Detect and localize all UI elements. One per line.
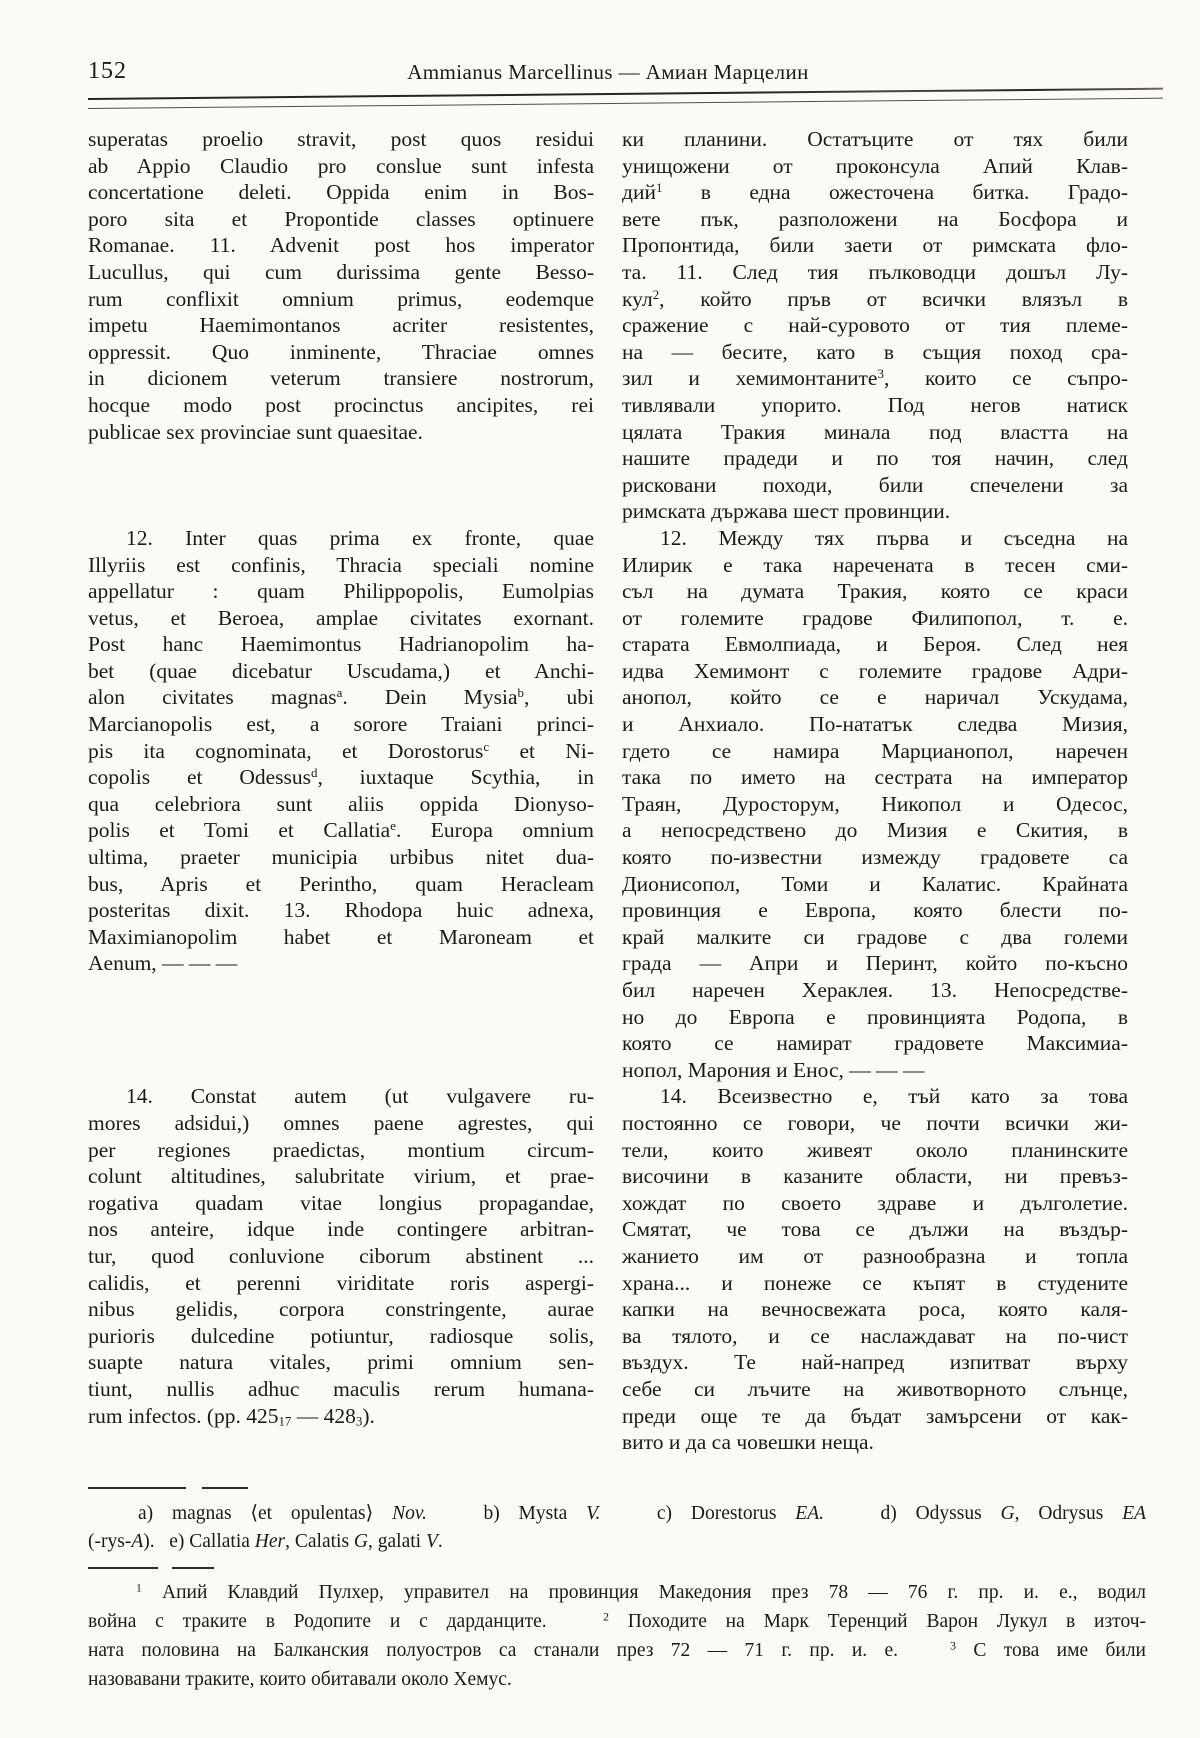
text-line: зил и хемимонтаните$^3$, които се съпро-: [622, 366, 1128, 391]
latin-paragraph-14: [88, 1083, 594, 1429]
text-line: rogativa quadam vitae longius propagandae,: [88, 1190, 594, 1215]
text-line: nibus gelidis, corpora constringente, aurae: [88, 1297, 594, 1322]
text-line: рисковани походи, били спечелени за: [622, 472, 1128, 497]
text-line: жанието им от разнообразна и топла: [622, 1243, 1128, 1268]
text-line: purioris dulcedine potiuntur, radiosque solis,: [88, 1323, 594, 1348]
text-line: а непосредствено до Мизия е Скития, в: [622, 818, 1128, 843]
rule-segment: [202, 1487, 248, 1489]
text-line: която се намират градовете Максимиа-: [622, 1031, 1128, 1056]
text-line: война с траките в Родопите и с дарданците. $^2$ Походите на Марк Теренций Варон Лукул в източ-: [88, 1610, 1146, 1632]
text-line: impetu Haemimontanos acriter resistentes,: [88, 313, 594, 338]
text-line: in dicionem veterum transiere nostrorum,: [88, 366, 594, 391]
text-line: Lucullus, qui cum durissima gente Besso-: [88, 259, 594, 284]
text-line: hocque modo post procinctus ancipites, rei: [88, 392, 594, 417]
text-line: posteritas dixit. 13. Rhodopa huic adnexa,: [88, 898, 594, 923]
text-line: храна... и понеже се къпят в студените: [622, 1270, 1128, 1295]
text-line: Илирик е така наречената в тесен сми-: [622, 552, 1128, 577]
text-line: анопол, който се е наричал Ускудама,: [622, 685, 1128, 710]
text-line: bet (quae dicebatur Uscudama,) et Anchi-: [88, 658, 594, 683]
text-line: bus, Apris et Perintho, quam Heracleam: [88, 871, 594, 896]
text-line: капки на вечносвежата роса, която каля-: [622, 1297, 1128, 1322]
text-line: Aenum, — — —: [88, 951, 238, 976]
text-line: copolis et Odessus$^d$, iuxtaque Scythia, in: [88, 765, 594, 790]
text-line: Пропонтида, били заети от римската фло-: [622, 233, 1128, 258]
text-line: suapte natura vitales, primi omnium sen-: [88, 1350, 594, 1375]
text-line: oppressit. Quo inminente, Thraciae omnes: [88, 339, 594, 364]
text-line: alon civitates magnas$^a$. Dein Mysia$^b$, ubi: [88, 685, 594, 710]
text-line: която по-известни измежду градовете са: [622, 845, 1128, 870]
header-rule-bottom: [88, 98, 1163, 109]
bulgarian-paragraph-11: [622, 126, 1128, 525]
text-line: въздух. Те най-напред изпитват върху: [622, 1350, 1128, 1375]
text-line: кул$^2$, който пръв от всички влязъл в: [622, 286, 1128, 311]
text-line: дий$^1$ в една ожесточена битка. Градо-: [622, 180, 1128, 205]
text-line: ната половина на Балканския полуостров са станали през 72 — 71 г. пр. и. е. $^3$ С това име били: [88, 1639, 1146, 1661]
text-line: vetus, et Beroea, amplae civitates exornant.: [88, 605, 594, 630]
text-line: poro sita et Propontide classes optinuere: [88, 206, 594, 231]
text-line: superatas proelio stravit, post quos residui: [88, 127, 594, 151]
text-line: calidis, et perenni viriditate roris aspergi-: [88, 1270, 594, 1295]
text-line: гдето се намира Марцианопол, наречен: [622, 738, 1128, 763]
text-line: Illyriis est confinis, Thracia speciali nomine: [88, 552, 594, 577]
text-line: бил наречен Хераклея. 13. Непосредстве-: [622, 978, 1128, 1002]
text-line: rum conflixit omnium primus, eodemque: [88, 286, 594, 311]
text-line: старата Евмолпиада, и Бероя. След нея: [622, 632, 1128, 657]
text-line: назовавани траките, които обитавали около Хемус.: [88, 1668, 512, 1690]
section-row-10-11: [88, 126, 1128, 525]
text-line: римската държава шест провинции.: [622, 499, 951, 524]
text-line: $^1$ Апий Клавдий Пулхер, управител на провинция Македония през 78 — 76 г. пр. и. е., водил: [136, 1581, 1146, 1603]
text-line: идва Хемимонт с големите градове Адри-: [622, 658, 1128, 683]
text-line: тивлявали упорито. Под негов натиск: [622, 392, 1128, 417]
text-line: Romanae. 11. Advenit post hos imperator: [88, 233, 594, 258]
text-line: ва тялото, и се наслаждават на по-чист: [622, 1323, 1128, 1348]
text-line: 14. Constat autem (ut vulgavere ru-: [126, 1084, 594, 1109]
text-line: rum infectos. (pp. $425_{17}$ — $428_3$).: [88, 1403, 375, 1429]
bulgarian-paragraph-14: [622, 1083, 1128, 1455]
text-line: colunt altitudines, salubritate virium, et prae-: [88, 1164, 594, 1189]
text-line: a) magnas ⟨et opulentas⟩ Nov. b) Mysta V. c) Dorestorus EA. d) Odyssus G, Odrysus EA: [138, 1502, 1147, 1524]
text-line: себе си лъчите на животворното слънце,: [622, 1376, 1128, 1401]
text-line: pis ita cognominata, et Dorostorus$^c$ et Ni-: [88, 738, 594, 763]
page-content: [88, 56, 1147, 1694]
page-header: [88, 56, 1128, 92]
text-line: преди още те да бъдат замърсени от как-: [622, 1403, 1128, 1428]
text-line: 12. Между тях първа и съседна на: [660, 525, 1128, 550]
text-line: Смятат, че това се дължи на въздър-: [622, 1217, 1128, 1242]
rule-segment: [88, 1567, 158, 1569]
text-line: хождат по своето здраве и дълголетие.: [622, 1190, 1128, 1215]
text-line: appellatur : quam Philippopolis, Eumolpias: [88, 579, 594, 604]
critical-apparatus: [88, 1500, 1146, 1556]
text-line: Maximianopolim habet et Maroneam et: [88, 924, 594, 949]
text-line: per regiones praedictas, montium circum-: [88, 1137, 594, 1162]
text-line: нопол, Марония и Енос, — — —: [622, 1057, 925, 1082]
rule-segment: [88, 1487, 186, 1489]
section-row-14: [88, 1083, 1128, 1455]
footnote-separator-rule: [88, 1567, 1128, 1569]
text-line: Marcianopolis est, a sorore Traiani princi-: [88, 712, 594, 737]
text-line: от големите градове Филипопол, т. е.: [622, 605, 1128, 630]
text-line: вито и да са човешки неща.: [622, 1430, 874, 1455]
text-line: (-rys-A). e) Callatia Her, Calatis G, galati V.: [88, 1530, 443, 1552]
running-title: Ammianus Marcellinus — Амиан Марцелин: [407, 60, 809, 84]
text-line: Post hanc Haemimontus Hadrianopolim ha-: [88, 632, 594, 657]
text-line: но до Европа е провинцията Родопа, в: [622, 1004, 1128, 1029]
text-line: вете пък, разположени на Босфора и: [622, 206, 1128, 231]
section-row-12-13: [88, 525, 1128, 1083]
text-line: съл на думата Тракия, която се краси: [622, 579, 1128, 604]
text-line: 14. Всеизвестно е, тъй като за това: [660, 1084, 1128, 1109]
text-line: Дионисопол, Томи и Калатис. Крайната: [622, 871, 1128, 896]
text-line: цялата Тракия минала под властта на: [622, 419, 1128, 444]
text-line: concertatione deleti. Oppida enim in Bos-: [88, 180, 594, 205]
text-line: край малките си градове с два големи: [622, 924, 1128, 949]
text-line: Траян, Дуросторум, Никопол и Одесос,: [622, 791, 1128, 816]
apparatus-separator-rule: [88, 1487, 1128, 1489]
text-line: publicae sex provinciae sunt quaesitae.: [88, 419, 423, 444]
text-line: така по името на сестрата на император: [622, 765, 1128, 790]
text-line: mores adsidui,) omnes paene agrestes, qui: [88, 1110, 594, 1135]
text-line: на — бесите, като в същия поход сра-: [622, 339, 1128, 364]
text-line: nos anteire, idque inde contingere arbitran-: [88, 1217, 594, 1242]
text-line: tur, quod conluvione ciborum abstinent ...: [88, 1243, 594, 1268]
text-line: та. 11. След тия пълководци дошъл Лу-: [622, 259, 1128, 284]
text-line: и Анхиало. По-нататък следва Мизия,: [622, 712, 1128, 737]
text-line: височини в казаните области, ни превъз-: [622, 1164, 1128, 1189]
rule-segment: [172, 1567, 214, 1569]
parallel-text-block: [88, 126, 1128, 1456]
footnotes: [88, 1578, 1146, 1694]
bulgarian-paragraph-12-13: [622, 525, 1128, 1083]
text-line: ки планини. Остатъците от тях били: [622, 127, 1128, 151]
text-line: 12. Inter quas prima ex fronte, quae: [126, 525, 594, 550]
text-line: сражение с най-суровото от тия племе-: [622, 313, 1128, 338]
text-line: polis et Tomi et Callatia$^e$. Europa omnium: [88, 818, 594, 843]
text-line: qua celebriora sunt aliis oppida Dionyso-: [88, 791, 594, 816]
text-line: ab Appio Claudio pro conslue sunt infesta: [88, 153, 594, 178]
text-line: града — Апри и Перинт, който по-късно: [622, 951, 1128, 976]
text-line: нашите прадеди и по тоя начин, след: [622, 446, 1128, 471]
latin-paragraph-12-13: [88, 525, 594, 977]
text-line: тели, които живеят около планинските: [622, 1137, 1128, 1162]
text-line: унищожени от проконсула Апий Клав-: [622, 153, 1128, 178]
text-line: провинция е Европа, която блести по-: [622, 898, 1128, 923]
text-line: ultima, praeter municipia urbibus nitet dua-: [88, 845, 594, 870]
text-line: постоянно се говори, че почти всички жи-: [622, 1110, 1128, 1135]
text-line: tiunt, nullis adhuc maculis rerum humana-: [88, 1376, 594, 1401]
latin-paragraph-11: [88, 126, 594, 445]
page-number: 152: [88, 58, 127, 84]
